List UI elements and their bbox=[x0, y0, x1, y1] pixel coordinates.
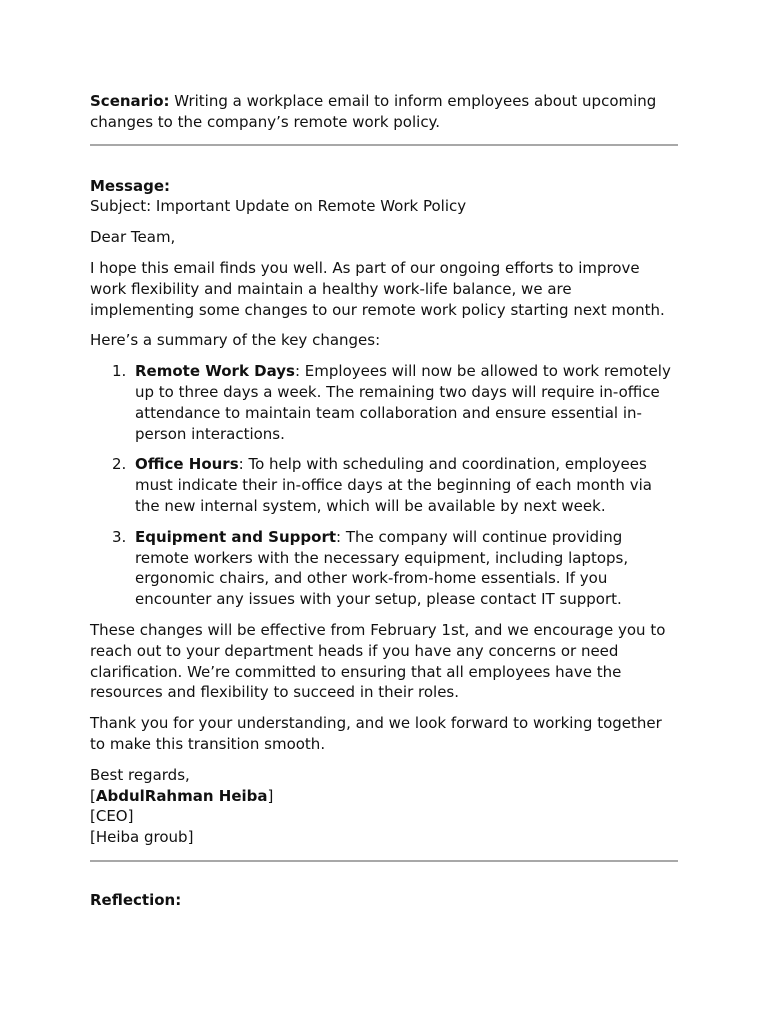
list-number: 3. bbox=[112, 527, 127, 546]
signature-title: [CEO] bbox=[90, 807, 134, 826]
reflection-label-text: Reflection: bbox=[90, 890, 182, 909]
email-subject: Subject: Important Update on Remote Work Policy bbox=[90, 197, 467, 216]
list-item bbox=[90, 527, 678, 610]
scenario-label: Scenario: bbox=[90, 92, 170, 110]
list-number: 1. bbox=[112, 362, 127, 381]
signature-company: [Heiba groub] bbox=[90, 828, 194, 847]
item-title: Office Hours bbox=[135, 455, 239, 474]
bracket-open: [ bbox=[90, 786, 96, 805]
signature-name: AbdulRahman Heiba bbox=[95, 786, 268, 805]
list-item bbox=[90, 361, 678, 444]
divider-bottom bbox=[90, 860, 678, 862]
item-title: Equipment and Support bbox=[135, 527, 337, 546]
scenario-paragraph bbox=[90, 91, 678, 133]
closing: Best regards, bbox=[90, 765, 190, 784]
bracket-close: ] bbox=[267, 786, 274, 805]
email-intro: I hope this email finds you well. As part of our ongoing efforts to improve work flexibility and maintain a healthy work-life balance, we are implementing some changes to our remote work policy starting next month. bbox=[90, 258, 665, 319]
effective-paragraph: These changes will be effective from February 1st, and we encourage you to reach out to your department heads if you have any concerns or need clarification. We’re committed to ensuring that all employees have the resources and flexibility to succeed in their roles. bbox=[90, 620, 666, 702]
reflection-label bbox=[90, 890, 678, 911]
signature-block bbox=[90, 765, 678, 848]
document-page bbox=[90, 91, 678, 911]
message-label-text: Message: bbox=[90, 176, 170, 195]
list-item bbox=[90, 454, 678, 516]
summary-lead: Here’s a summary of the key changes: bbox=[90, 331, 381, 350]
item-text: : To help with scheduling and coordination, employees must indicate their in-office days at the beginning of each month via the new internal system, which will be available by next week. bbox=[135, 455, 652, 515]
item-text: : Employees will now be allowed to work remotely up to three days a week. The remaining two days will require in-office attendance to maintain team collaboration and ensure essential in-person interactions. bbox=[135, 362, 671, 443]
scenario-text: Writing a workplace email to inform employees about upcoming changes to the company’s remote work policy. bbox=[90, 92, 657, 131]
item-text: : The company will continue providing remote workers with the necessary equipment, including laptops, ergonomic chairs, and other work-from-home essentials. If you encounter any issues with your setup, please contact IT support. bbox=[135, 527, 629, 609]
email-greeting: Dear Team, bbox=[90, 228, 176, 247]
divider-top bbox=[90, 144, 678, 146]
item-title: Remote Work Days bbox=[135, 362, 295, 381]
changes-list bbox=[90, 361, 678, 610]
list-number: 2. bbox=[112, 455, 127, 474]
message-label bbox=[90, 176, 678, 197]
thanks-paragraph: Thank you for your understanding, and we look forward to working together to make this transition smooth. bbox=[90, 714, 662, 753]
signature-name-line bbox=[90, 786, 678, 807]
